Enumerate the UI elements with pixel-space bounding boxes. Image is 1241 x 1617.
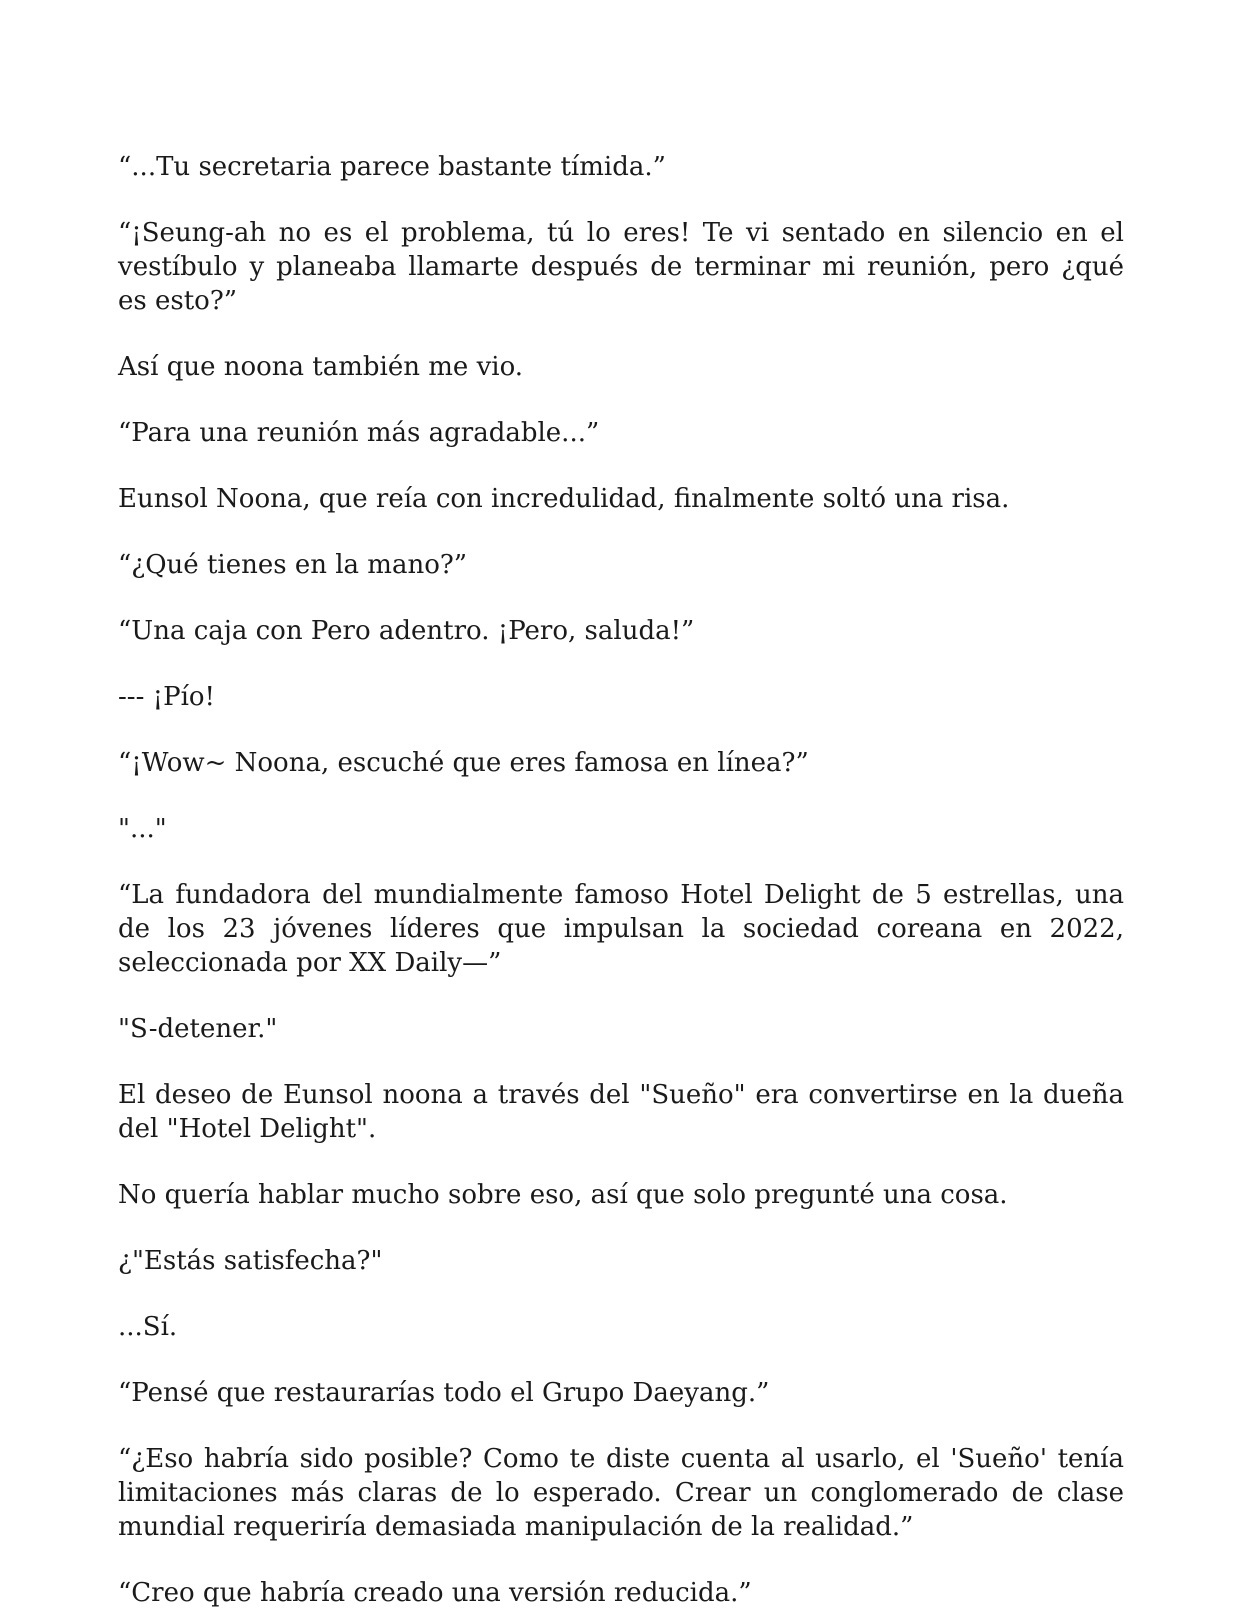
- paragraph: El deseo de Eunsol noona a través del "Sueño" era convertirse en la dueña del "Hotel Delight".: [118, 1080, 1124, 1144]
- paragraph: “...Tu secretaria parece bastante tímida.”: [118, 152, 666, 182]
- paragraph: “¡Wow~ Noona, escuché que eres famosa en línea?”: [118, 748, 809, 778]
- paragraph: ¿"Estás satisfecha?": [118, 1246, 383, 1276]
- paragraph: “Creo que habría creado una versión reducida.”: [118, 1578, 752, 1608]
- paragraph: ...Sí.: [118, 1312, 178, 1342]
- paragraph: No quería hablar mucho sobre eso, así que solo pregunté una cosa.: [118, 1180, 1008, 1210]
- paragraph: Así que noona también me vio.: [118, 352, 524, 382]
- paragraph: “¡Seung-ah no es el problema, tú lo eres! Te vi sentado en silencio en el vestíbulo y planeaba llamarte después de terminar mi reunión, pero ¿qué es esto?”: [118, 218, 1124, 316]
- body-text: [118, 150, 1124, 1617]
- paragraph: “¿Qué tienes en la mano?”: [118, 550, 468, 580]
- paragraph: “Para una reunión más agradable...”: [118, 418, 600, 448]
- paragraph: “La fundadora del mundialmente famoso Hotel Delight de 5 estrellas, una de los 23 jóvenes líderes que impulsan la sociedad coreana en 2022, seleccionada por XX Daily—”: [118, 880, 1124, 978]
- paragraph: "S-detener.": [118, 1014, 278, 1044]
- paragraph: Eunsol Noona, que reía con incredulidad, finalmente soltó una risa.: [118, 484, 1010, 514]
- paragraph: “Una caja con Pero adentro. ¡Pero, saluda!”: [118, 616, 695, 646]
- paragraph: “Pensé que restaurarías todo el Grupo Daeyang.”: [118, 1378, 770, 1408]
- paragraph: --- ¡Pío!: [118, 682, 215, 712]
- paragraph: "...": [118, 814, 167, 844]
- paragraph: “¿Eso habría sido posible? Como te diste cuenta al usarlo, el 'Sueño' tenía limitaciones más claras de lo esperado. Crear un conglomerado de clase mundial requeriría demasiada manipulación de la realidad.”: [118, 1444, 1124, 1542]
